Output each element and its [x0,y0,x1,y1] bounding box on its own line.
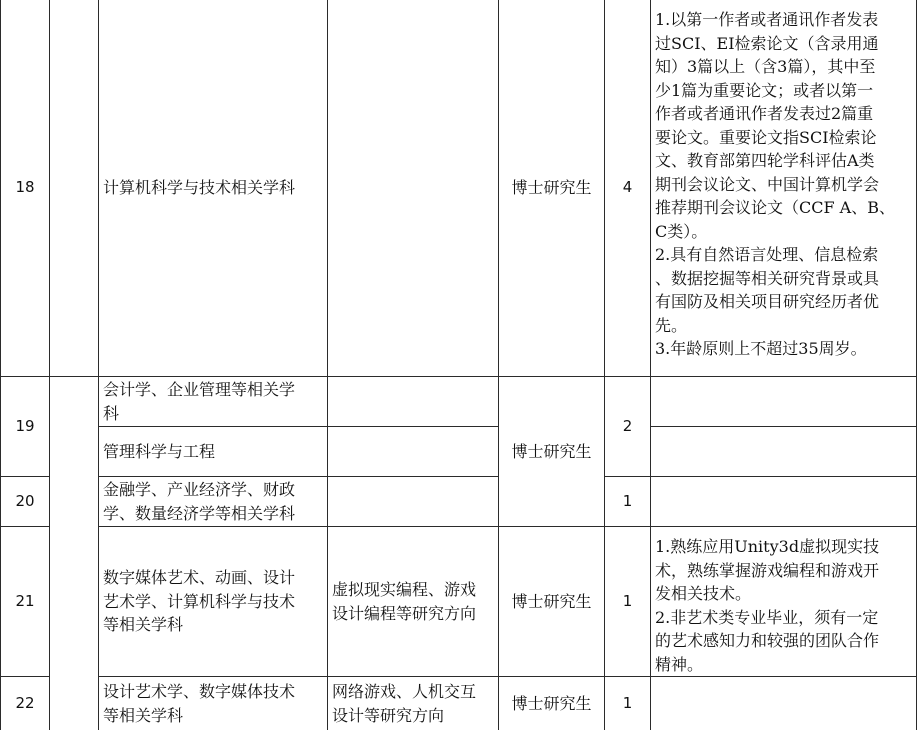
row-21-requirements [651,527,917,677]
text-line: 2.具有自然语言处理、信息检索 [655,245,879,264]
text-line: 的艺术感知力和较强的团队合作 [655,631,880,650]
text-line: 数字媒体艺术、动画、设计 [103,568,296,588]
text-line: 2.非艺术类专业毕业，须有一定 [655,607,879,627]
text-line: 网络游戏、人机交互 [332,682,477,701]
text-line: C类）。 [655,221,708,241]
row-19b-direction [328,427,499,477]
text-line: 艺术学、计算机科学与技术 [103,591,296,611]
text-line: 虚拟现实编程、游戏 [332,580,477,599]
row-18-major [99,0,328,377]
text-line: 推荐期刊会议论文（CCF A、B、 [655,198,895,217]
text-line: 作者或者通讯作者发表过2篇重 [655,104,874,123]
text-line: 1.熟练应用Unity3d虚拟现实技 [655,537,880,556]
row-22-direction [328,677,499,730]
row-19-number: 19 [0,377,50,477]
row-19-count: 2 [605,377,651,477]
text-line: 设计等研究方向 [332,705,445,725]
row-22-number: 22 [0,677,50,730]
row-20-number: 20 [0,477,50,527]
row-20-count: 1 [605,477,651,527]
text-line: 学、数量经济学等相关学科 [103,503,296,523]
row-18-direction [328,0,499,377]
row-20-direction [328,477,499,527]
text-line: 精神。 [655,654,704,674]
text-line: 期刊会议论文、中国计算机学会 [655,174,880,194]
text-line: 计算机科学与技术相关学科 [103,178,296,198]
row-18-blank [50,0,99,377]
text-line: 会计学、企业管理等相关学 [103,380,296,399]
text-line: 金融学、产业经济学、财政 [103,480,296,499]
row-21-number: 21 [0,527,50,677]
row-22-major [99,677,328,730]
text-line: 科 [103,403,120,423]
text-line: 知）3篇以上（含3篇），其中至 [655,57,876,76]
text-line: 术，熟练掌握游戏编程和游戏开 [655,560,880,580]
row-19-requirements [651,377,917,427]
text-line: 1.以第一作者或者通讯作者发表 [655,10,879,29]
text-line: 有国防及相关项目研究经历者优 [655,292,880,311]
text-line: 发相关技术。 [655,584,752,603]
text-line: 管理科学与工程 [103,441,216,461]
text-line: 少1篇为重要论文；或者以第一 [655,80,874,100]
row-22-degree: 博士研究生 [499,677,605,730]
text-line: 先。 [655,315,688,335]
text-line: 要论文。重要论文指SCI检索论 [655,127,877,147]
row-19-direction [328,377,499,427]
row-18-degree: 博士研究生 [499,0,605,377]
row-19-major [99,377,328,427]
text-line: 文、教育部第四轮学科评估A类 [655,151,875,170]
text-line: 等相关学科 [103,615,184,635]
row-18-number: 18 [0,0,50,377]
text-line: 过SCI、EI检索论文（含录用通 [655,33,879,53]
text-line: 设计艺术学、数字媒体技术 [103,682,296,701]
text-line: 、数据挖掘等相关研究背景或具 [655,268,880,288]
rows-19-20-degree: 博士研究生 [499,377,605,527]
text-line: 3.年龄原则上不超过35周岁。 [655,339,867,358]
row-22-requirements [651,677,917,730]
row-18-requirements [651,0,917,377]
row-19b-requirements [651,427,917,477]
row-21-direction [328,527,499,677]
text-line: 等相关学科 [103,705,184,725]
row-18-count: 4 [605,0,651,377]
row-21-degree: 博士研究生 [499,527,605,677]
rows-19-22-blank [50,377,99,730]
row-19b-major [99,427,328,477]
row-20-major [99,477,328,527]
row-20-requirements [651,477,917,527]
row-22-count: 1 [605,677,651,730]
row-21-count: 1 [605,527,651,677]
text-line: 设计编程等研究方向 [332,603,477,623]
row-21-major [99,527,328,677]
